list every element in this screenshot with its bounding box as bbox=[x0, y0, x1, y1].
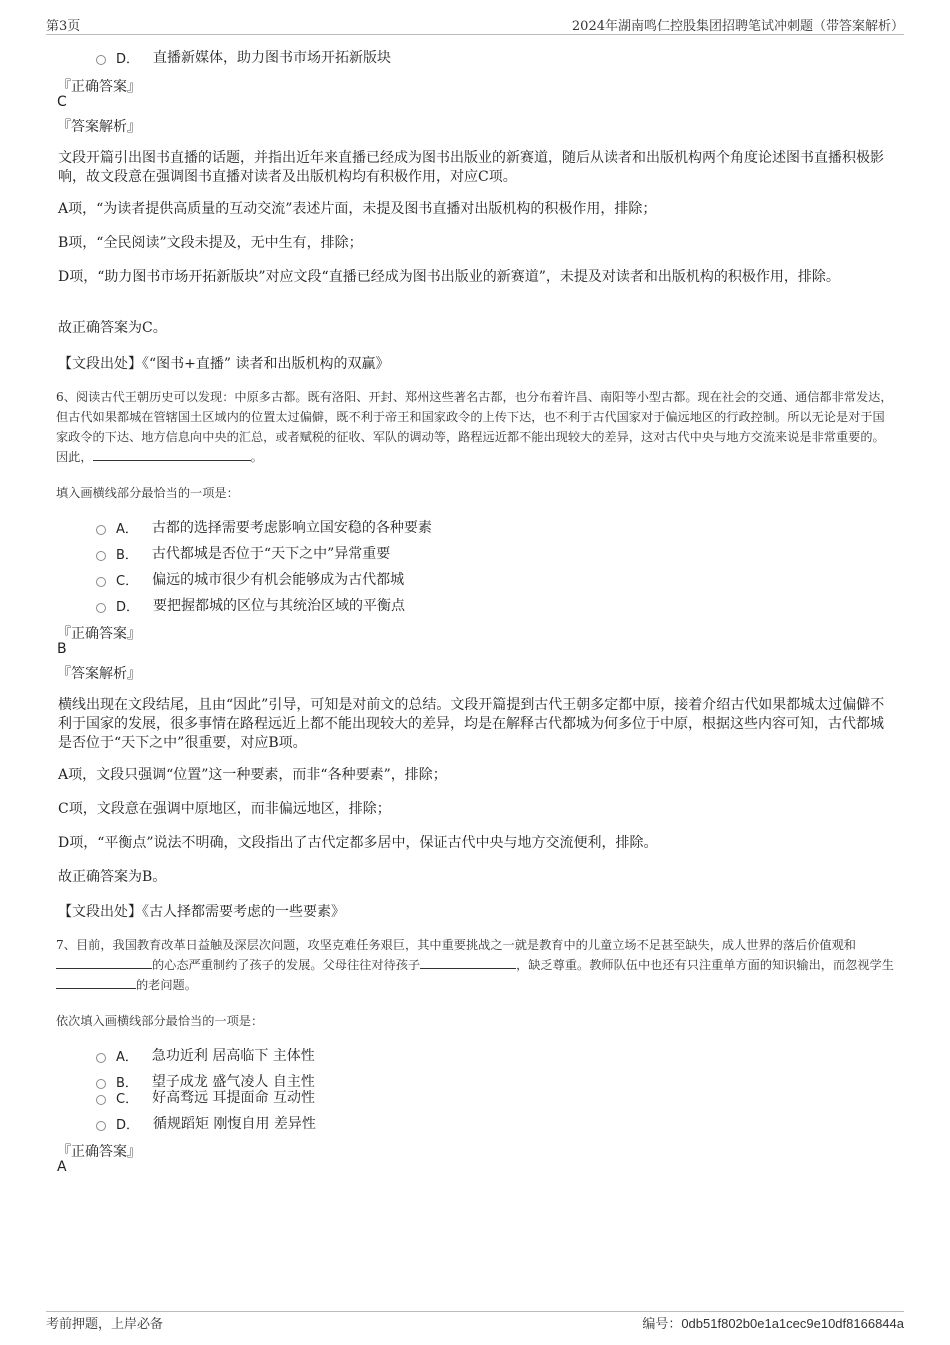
option-text: 望子成龙 盛气凌人 自主性 bbox=[151, 1074, 315, 1090]
q6-analysis-0: 横线出现在文段结尾，且由“因此”引导，可知是对前文的总结。文段开篇提到古代王朝多定都中原，接着介绍古代如果都城太过偏僻不利于国家的发展，很多事情在路程远近上都不能出现较大的差异，均是在解释古代都城为何多位于中原，根据这些内容可知，古代都城是否位于“天下之中”很重要，对应B项。 bbox=[58, 697, 885, 751]
q7-stem bbox=[56, 935, 896, 995]
footer-code-value: 0db51f802b0e1a1cec9e10df8166844a bbox=[681, 1316, 904, 1331]
option-letter: D． bbox=[116, 1117, 140, 1133]
document-title: 2024年湖南鸣仁控股集团招聘笔试冲刺题（带答案解析） bbox=[571, 19, 904, 34]
q6-prompt: 填入画横线部分最恰当的一项是： bbox=[56, 486, 239, 500]
option-text: 偏远的城市很少有机会能够成为古代都城 bbox=[152, 572, 405, 588]
q6-analysis-3: D项，“平衡点”说法不明确，文段指出了古代定都多居中，保证古代中央与地方交流便利，排除。 bbox=[58, 835, 658, 851]
radio-icon[interactable] bbox=[96, 1095, 106, 1105]
option-text: 循规蹈矩 刚愎自用 差异性 bbox=[153, 1116, 316, 1132]
q5-analysis-3: D项，“助力图书市场开拓新版块”对应文段“直播已经成为图书出版业的新赛道”，未提及对读者和出版机构的积极作用，排除。 bbox=[58, 269, 840, 285]
footer-code-label: 编号： bbox=[642, 1317, 682, 1332]
q7-answer-label: 『正确答案』 bbox=[57, 1144, 141, 1160]
q7-stem-part1: 7、目前，我国教育改革日益触及深层次问题，攻坚克难任务艰巨，其中重要挑战之一就是教育中的儿童立场不足甚至缺失，成人世界的落后价值观和 bbox=[56, 938, 856, 952]
q7-blank-2 bbox=[420, 956, 516, 969]
q5-answer-label: 『正确答案』 bbox=[57, 79, 141, 95]
footer-code bbox=[642, 1313, 904, 1332]
q6-analysis-1: A项，文段只强调“位置”这一种要素，而非“各种要素”，排除； bbox=[58, 767, 447, 783]
radio-icon[interactable] bbox=[96, 1121, 106, 1131]
q6-analysis-2: C项，文段意在强调中原地区，而非偏远地区，排除； bbox=[58, 801, 391, 817]
q6-stem-end: 。 bbox=[250, 450, 263, 464]
option-text: 急功近利 居高临下 主体性 bbox=[151, 1048, 315, 1064]
radio-icon[interactable] bbox=[96, 55, 106, 65]
q7-stem-part4: 的老问题。 bbox=[136, 978, 197, 992]
q5-analysis-4: 故正确答案为C。 bbox=[58, 320, 167, 336]
footer-slogan: 考前押题，上岸必备 bbox=[46, 1317, 164, 1332]
q6-blank bbox=[93, 448, 251, 461]
q7-prompt: 依次填入画横线部分最恰当的一项是： bbox=[56, 1014, 264, 1028]
q6-answer-label: 『正确答案』 bbox=[57, 626, 141, 642]
q7-option-c[interactable] bbox=[96, 1087, 315, 1107]
option-letter: A． bbox=[116, 521, 138, 537]
radio-icon[interactable] bbox=[96, 525, 106, 535]
q5-answer: C bbox=[57, 94, 67, 110]
option-text: 要把握都城的区位与其统治区域的平衡点 bbox=[153, 598, 406, 614]
q6-analysis-label: 『答案解析』 bbox=[57, 666, 141, 682]
footer-rule bbox=[46, 1311, 904, 1312]
header-rule bbox=[46, 34, 904, 35]
q6-analysis-4: 故正确答案为B。 bbox=[58, 869, 167, 885]
radio-icon[interactable] bbox=[96, 577, 106, 587]
q5-analysis-2: B项，“全民阅读”文段未提及，无中生有，排除； bbox=[58, 235, 363, 251]
q7-answer: A bbox=[57, 1159, 67, 1175]
q5-analysis-label: 『答案解析』 bbox=[57, 119, 141, 135]
q7-option-a[interactable] bbox=[96, 1045, 315, 1065]
radio-icon[interactable] bbox=[96, 1053, 106, 1063]
q6-stem bbox=[56, 387, 896, 467]
option-letter: C． bbox=[116, 573, 139, 589]
q7-blank-3 bbox=[56, 976, 136, 989]
q5-analysis-0: 文段开篇引出图书直播的话题，并指出近年来直播已经成为图书出版业的新赛道，随后从读者和出版机构两个角度论述图书直播积极影响，故文段意在强调图书直播对读者及出版机构均有积极作用，对应C项。 bbox=[58, 150, 884, 185]
option-text: 好高骛远 耳提面命 互动性 bbox=[152, 1090, 315, 1106]
option-text: 直播新媒体，助力图书市场开拓新版块 bbox=[153, 50, 392, 66]
q7-stem-part3: ，缺乏尊重。教师队伍中也还有只注重单方面的知识输出，而忽视学生 bbox=[516, 958, 894, 972]
q6-source: 【文段出处】《古人择都需要考虑的一些要素》 bbox=[58, 904, 345, 920]
q5-option-d[interactable] bbox=[96, 47, 391, 67]
q5-source: 【文段出处】《“图书+直播” 读者和出版机构的双赢》 bbox=[58, 356, 390, 372]
q7-blank-1 bbox=[56, 956, 152, 969]
q6-option-a[interactable] bbox=[96, 517, 432, 537]
option-letter: A． bbox=[116, 1049, 138, 1065]
option-letter: B． bbox=[116, 1075, 138, 1091]
q6-option-b[interactable] bbox=[96, 543, 390, 563]
option-letter: D． bbox=[116, 599, 140, 615]
q6-stem-text: 6、阅读古代王朝历史可以发现：中原多古都。既有洛阳、开封、郑州这些著名古都，也分布着许昌、南阳等小型古都。现在社会的交通、通信都非常发达，但古代如果都城在管辖国土区域内的位置太过偏僻，既不利于帝王和国家政令的上传下达，也不利于古代国家对于偏远地区的行政控制。所以无论是对于国家政令的下达、地方信息向中央的汇总，或者赋税的征收、军队的调动等，路程远近都不能出现较大的差异，这对古代中央与地方交流来说是非常重要的。因此， bbox=[56, 390, 893, 464]
option-text: 古代都城是否位于“天下之中”异常重要 bbox=[151, 546, 391, 562]
option-letter: D． bbox=[116, 51, 140, 67]
page-number: 第3页 bbox=[46, 19, 81, 34]
q7-option-d[interactable] bbox=[96, 1113, 316, 1133]
option-letter: B． bbox=[116, 547, 138, 563]
radio-icon[interactable] bbox=[96, 551, 106, 561]
radio-icon[interactable] bbox=[96, 603, 106, 613]
option-text: 古都的选择需要考虑影响立国安稳的各种要素 bbox=[151, 520, 432, 536]
q6-option-d[interactable] bbox=[96, 595, 405, 615]
option-letter: C． bbox=[116, 1091, 139, 1107]
q6-answer: B bbox=[57, 641, 67, 657]
q5-analysis-1: A项，“为读者提供高质量的互动交流”表述片面，未提及图书直播对出版机构的积极作用，排除； bbox=[58, 201, 657, 217]
q6-option-c[interactable] bbox=[96, 569, 404, 589]
q7-stem-part2: 的心态严重制约了孩子的发展。父母往往对待孩子 bbox=[152, 958, 421, 972]
